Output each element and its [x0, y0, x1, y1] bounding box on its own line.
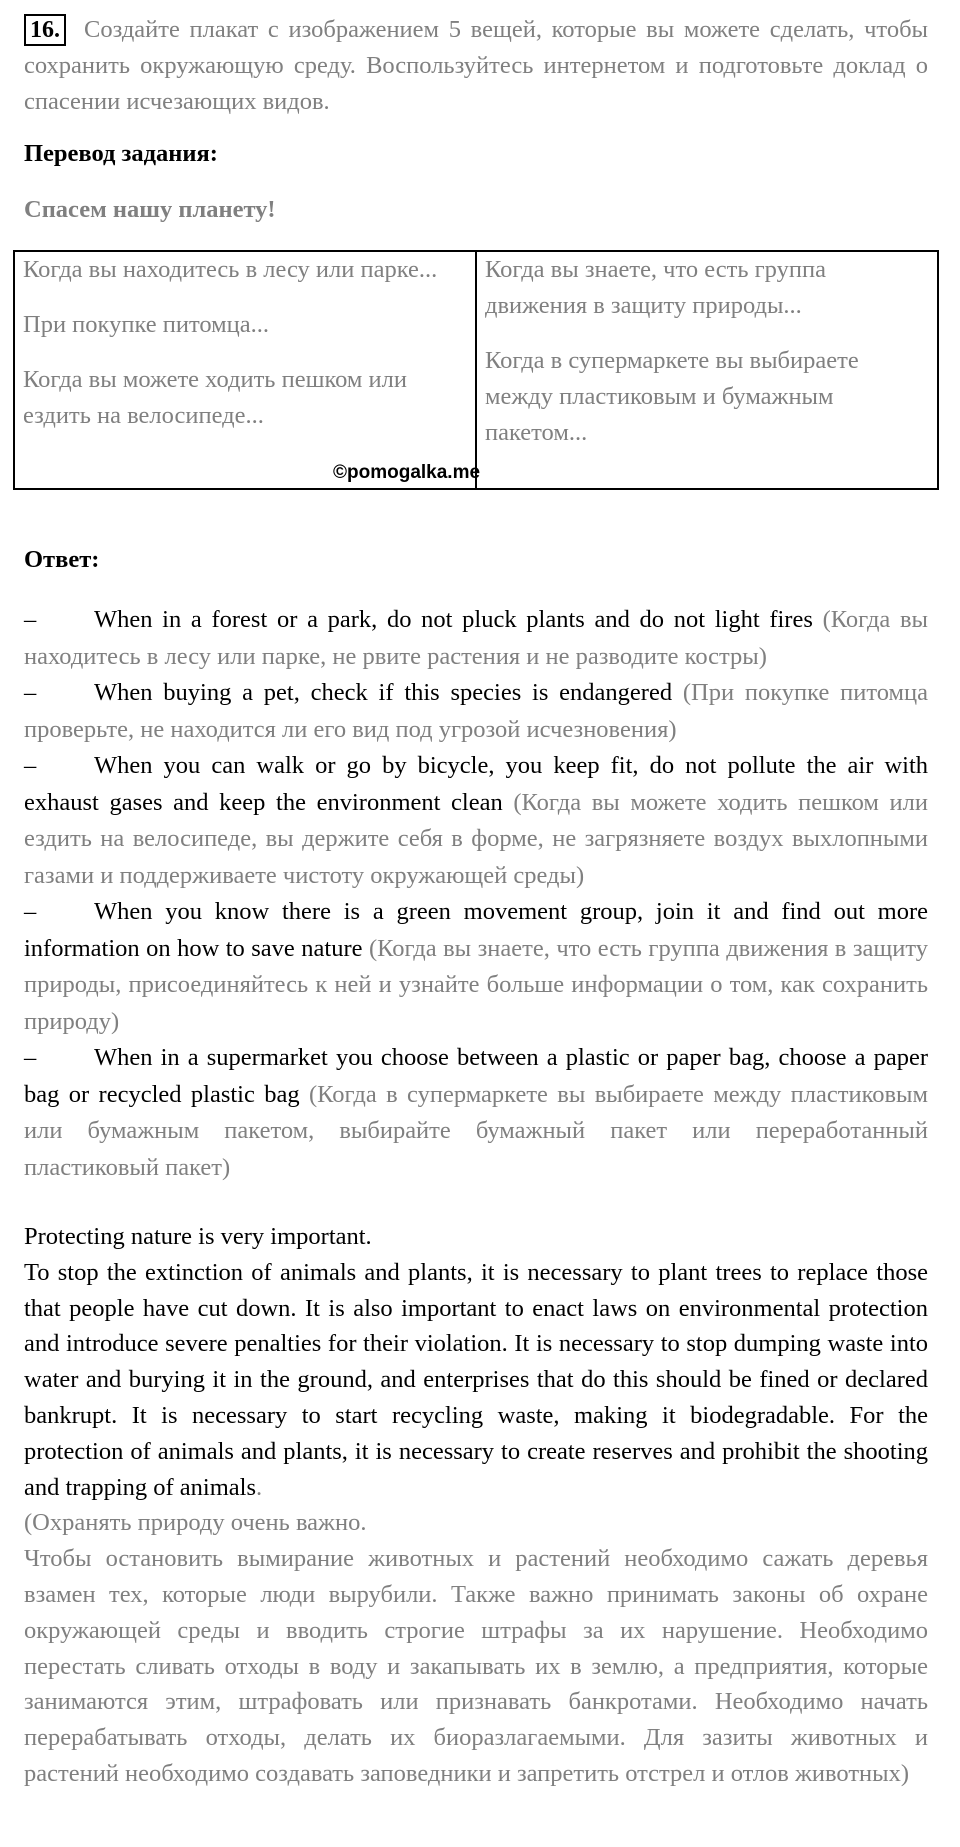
poster-item: Когда вы можете ходить пешком или ездить на велосипеде...	[23, 366, 407, 429]
answer-russian: (Когда вы находитесь в лесу или парке, не рвите растения и не разводите костры)	[24, 606, 929, 670]
list-dash: –	[24, 679, 37, 706]
answer-russian: (Когда в супермаркете вы выбираете между пластиковым или бумажным пакетом, выбирайте бумажный пакет или переработанный пластиковый пакет)	[24, 1080, 929, 1181]
answer-list	[24, 602, 928, 1186]
essay-english-title: Protecting nature is very important.	[24, 1223, 372, 1250]
answer-heading: Ответ:	[24, 546, 100, 573]
task-number: 16.	[24, 14, 66, 46]
essay-russian-title: (Охранять природу очень важно.	[24, 1509, 367, 1537]
answer-russian: (Когда вы знаете, что есть группа движения в защиту природы, присоединяйтесь к ней и узнайте больше информации о том, как сохранить природу)	[24, 934, 928, 1035]
poster-item: Когда вы знаете, что есть группа движения в защиту природы...	[485, 256, 826, 319]
poster-table	[13, 250, 939, 490]
list-dash: –	[24, 898, 37, 925]
list-dash: –	[24, 752, 37, 779]
answer-item	[24, 894, 928, 1040]
answer-english: When buying a pet, check if this species is endangered	[94, 679, 673, 706]
task-text: Создайте плакат с изображением 5 вещей, которые вы можете сделать, чтобы сохранить окружающую среду. Воспользуйтесь интернетом и подготовьте доклад о спасении исчезающих видов.	[24, 16, 928, 115]
essay-english-end: .	[256, 1473, 263, 1501]
essay-english-text: To stop the extinction of animals and plants, it is necessary to plant trees to replace those that people have cut down. It is also important to enact laws on environmental protection and introduce severe penalties for their violation. It is necessary to stop dumping waste into water and burying it in the ground, and enterprises that do this should be fined or declared bankrupt. It is necessary to start recycling waste, making it biodegradable. For the protection of animals and plants, it is necessary to create reserves and prohibit the shooting and trapping of animals	[24, 1258, 928, 1501]
answer-russian: (При покупке питомца проверьте, не находится ли его вид под угрозой исчезновения)	[24, 679, 929, 743]
answer-english: When in a forest or a park, do not pluck plants and do not light fires	[94, 606, 813, 633]
poster-item: Когда в супермаркете вы выбираете между пластиковым и бумажным пакетом...	[485, 347, 859, 446]
poster-right-column	[476, 251, 938, 489]
essay-russian-body: Чтобы остановить вымирание животных и растений необходимо сажать деревья взамен тех, которые люди вырубили. Также важно принимать законы об охране окружающей среды и вводить строгие штрафы за их нарушение. Необходимо перестать сливать отходы в воду и закапывать их в землю, а предприятия, которые занимаются этим, штрафовать или признавать банкротами. Необходимо начать перерабатывать отходы, делать их биоразлагаемыми. Для зазиты животных и растений необходимо создавать заповедники и запретить отстрел и отлов животных)	[24, 1545, 928, 1787]
answer-item	[24, 1040, 928, 1186]
answer-english: When you know there is a green movement group, join it and find out more information on how to save nature	[24, 898, 928, 962]
poster-left-column	[14, 251, 476, 489]
answer-item	[24, 602, 928, 675]
poster-title: Спасем нашу планету!	[24, 196, 276, 223]
answer-item	[24, 675, 928, 748]
poster-item: Когда вы находитесь в лесу или парке...	[23, 256, 438, 283]
list-dash: –	[24, 1044, 37, 1071]
answer-english: When in a supermarket you choose between a plastic or paper bag, choose a paper bag or recycled plastic bag	[24, 1044, 928, 1108]
answer-russian: (Когда вы можете ходить пешком или ездить на велосипеде, вы держите себя в форме, не загрязняете воздух выхлопными газами и поддерживаете чистоту окружающей среды)	[24, 788, 929, 889]
essay	[24, 1219, 928, 1792]
translation-heading: Перевод задания:	[24, 140, 218, 167]
answer-english: When you can walk or go by bicycle, you keep fit, do not pollute the air with exhaust gases and keep the environment clean	[24, 752, 928, 816]
essay-english-body	[24, 1255, 928, 1506]
list-dash: –	[24, 606, 37, 633]
poster-item: При покупке питомца...	[23, 311, 270, 338]
task-statement	[24, 12, 928, 120]
watermark: ©pomogalka.me	[333, 462, 481, 483]
answer-item	[24, 748, 928, 894]
